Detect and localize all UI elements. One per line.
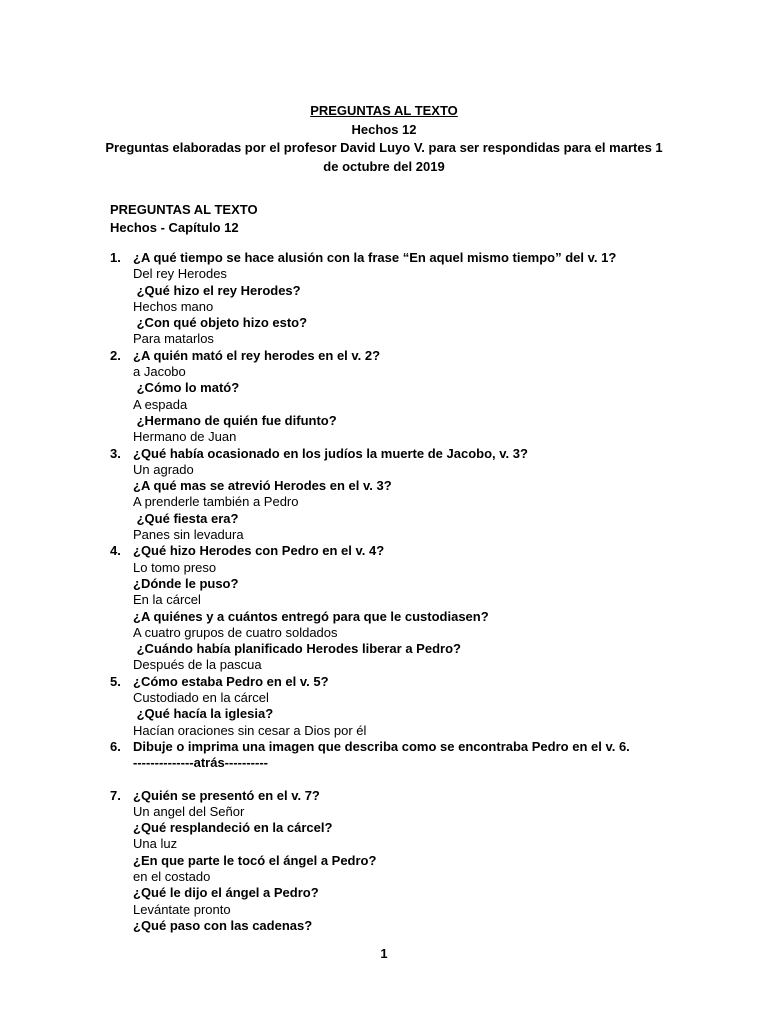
- section-heading: [110, 201, 258, 236]
- question-text: ¿Cuándo había planificado Herodes liberar a Pedro?: [133, 641, 461, 657]
- answer-text: en el costado: [133, 868, 211, 884]
- question-item: [110, 739, 710, 772]
- question-text: ¿Qué paso con las cadenas?: [133, 917, 313, 933]
- question-text: ¿Con qué objeto hizo esto?: [133, 315, 308, 331]
- answer-text: Custodiado en la cárcel: [133, 690, 269, 706]
- question-number: 5.: [110, 673, 121, 689]
- answer-text: Del rey Herodes: [133, 266, 227, 282]
- question-text: --------------atrás----------: [133, 755, 268, 771]
- question-text: ¿Qué hizo el rey Herodes?: [133, 282, 301, 298]
- question-list: [110, 250, 710, 934]
- spacer: [110, 772, 710, 788]
- question-text: ¿Qué resplandeció en la cárcel?: [133, 820, 333, 836]
- question-text: ¿Qué hizo Herodes con Pedro en el v. 4?: [133, 543, 385, 559]
- question-item: [110, 674, 710, 739]
- question-text: ¿En que parte le tocó el ángel a Pedro?: [133, 852, 377, 868]
- question-item: [110, 543, 710, 673]
- answer-text: Después de la pascua: [133, 657, 262, 673]
- question-text: ¿Qué fiesta era?: [133, 510, 239, 526]
- question-text: ¿Hermano de quién fue difunto?: [133, 412, 337, 428]
- question-item: [110, 348, 710, 446]
- question-text: ¿Cómo estaba Pedro en el v. 5?: [133, 673, 329, 689]
- question-text: ¿A quién mató el rey herodes en el v. 2?: [133, 347, 381, 363]
- answer-text: Una luz: [133, 836, 178, 852]
- section-title: PREGUNTAS AL TEXTO: [110, 202, 258, 217]
- answer-text: a Jacobo: [133, 364, 186, 380]
- question-text: ¿A quiénes y a cuántos entregó para que le custodiasen?: [133, 608, 489, 624]
- question-text: ¿Cómo lo mató?: [133, 380, 240, 396]
- question-text: Dibuje o imprima una imagen que describa como se encontraba Pedro en el v. 6.: [133, 738, 630, 754]
- page-number: 1: [380, 946, 388, 961]
- answer-text: Para matarlos: [133, 331, 214, 347]
- question-number: 4.: [110, 543, 121, 559]
- question-item: [110, 788, 710, 935]
- question-item: [110, 446, 710, 544]
- question-number: 3.: [110, 445, 121, 461]
- answer-text: Hechos mano: [133, 298, 214, 314]
- question-number: 1.: [110, 250, 121, 265]
- question-text: ¿A qué tiempo se hace alusión con la frase “En aquel mismo tiempo” del v. 1?: [133, 250, 617, 265]
- document-description: Preguntas elaboradas por el profesor David Luyo V. para ser respondidas para el martes 1 de octubre del 2019: [105, 140, 663, 174]
- answer-text: Lo tomo preso: [133, 559, 217, 575]
- document-subtitle: Hechos 12: [351, 121, 417, 137]
- question-text: ¿Dónde le puso?: [133, 575, 239, 591]
- answer-text: Hacían oraciones sin cesar a Dios por él: [133, 722, 367, 738]
- question-text: ¿A qué mas se atrevió Herodes en el v. 3?: [133, 478, 392, 494]
- answer-text: A prenderle también a Pedro: [133, 494, 299, 510]
- answer-text: Un angel del Señor: [133, 803, 245, 819]
- question-number: 6.: [110, 738, 121, 754]
- question-text: ¿Qué hacía la iglesia?: [133, 706, 274, 722]
- answer-text: A espada: [133, 396, 188, 412]
- question-number: 2.: [110, 347, 121, 363]
- answer-text: En la cárcel: [133, 592, 201, 608]
- answer-text: A cuatro grupos de cuatro soldados: [133, 624, 338, 640]
- question-number: 7.: [110, 787, 121, 803]
- answer-text: Panes sin levadura: [133, 527, 244, 543]
- section-chapter: Hechos - Capítulo 12: [110, 219, 239, 235]
- question-text: ¿Qué había ocasionado en los judíos la muerte de Jacobo, v. 3?: [133, 445, 528, 461]
- question-text: ¿Qué le dijo el ángel a Pedro?: [133, 885, 319, 901]
- answer-text: Levántate pronto: [133, 901, 231, 917]
- answer-text: Hermano de Juan: [133, 429, 237, 445]
- question-item: [110, 250, 710, 348]
- document-title: PREGUNTAS AL TEXTO: [310, 103, 458, 118]
- question-text: ¿Quién se presentó en el v. 7?: [133, 787, 320, 803]
- answer-text: Un agrado: [133, 461, 194, 477]
- document-header: [100, 102, 668, 176]
